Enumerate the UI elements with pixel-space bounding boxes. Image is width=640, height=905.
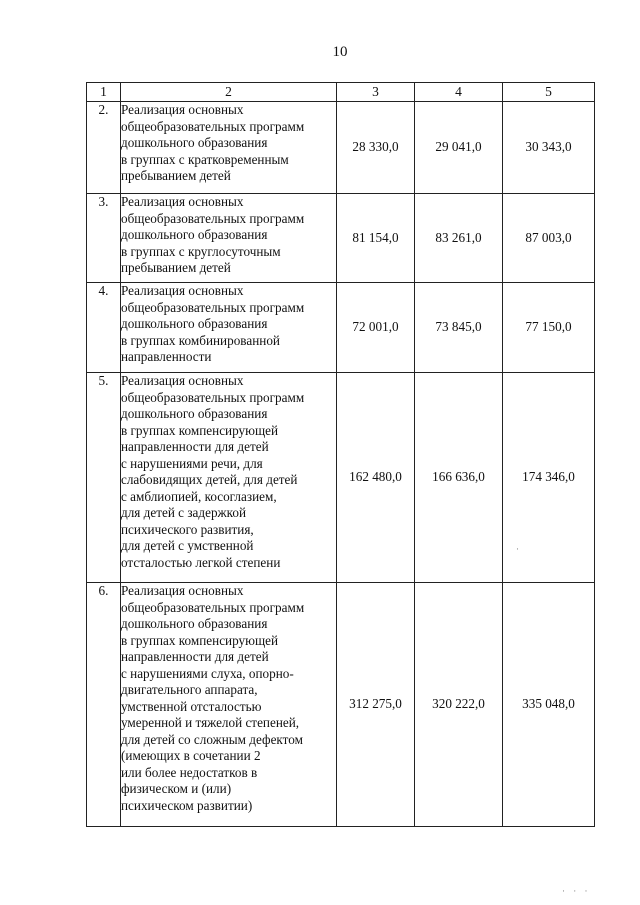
description-line: Реализация основных xyxy=(121,194,244,209)
value-col-5: 335 048,0 xyxy=(503,583,595,827)
description-line: общеобразовательных программ xyxy=(121,118,305,134)
row-number: 2. xyxy=(87,102,121,194)
value-col-5: 174 346,0 xyxy=(503,373,595,583)
description-line: для детей со сложным дефектом xyxy=(121,731,303,747)
description-line: дошкольного образования xyxy=(121,227,268,242)
value-col-4: 29 041,0 xyxy=(415,102,503,194)
description-line: направленности xyxy=(121,349,212,364)
page-number: 10 xyxy=(332,44,348,60)
row-number: 5. xyxy=(87,373,121,583)
table-row xyxy=(87,283,595,373)
column-header-2: 2 xyxy=(121,83,337,102)
value-col-5: 87 003,0 xyxy=(503,194,595,283)
description-line: Реализация основных xyxy=(121,373,244,388)
value-col-4: 320 222,0 xyxy=(415,583,503,827)
description-line: Реализация основных xyxy=(121,283,244,298)
description-line: физическом и (или) xyxy=(121,781,232,796)
description-line: с амблиопией, косоглазием, xyxy=(121,488,277,504)
value-col-5: 77 150,0 xyxy=(503,283,595,373)
row-description xyxy=(121,373,337,583)
description-line: в группах с кратковременным xyxy=(121,151,289,167)
value-col-3: 162 480,0 xyxy=(337,373,415,583)
row-description xyxy=(121,102,337,194)
value-col-3: 28 330,0 xyxy=(337,102,415,194)
description-line: дошкольного образования xyxy=(121,135,268,150)
table-row xyxy=(87,583,595,827)
description-line: слабовидящих детей, для детей xyxy=(121,472,298,487)
table-header-row xyxy=(87,83,595,102)
row-description xyxy=(121,583,337,827)
description-line: направленности для детей xyxy=(121,439,269,454)
budget-table xyxy=(86,82,595,827)
row-number: 3. xyxy=(87,194,121,283)
description-line: умеренной и тяжелой степеней, xyxy=(121,715,300,730)
value-col-4: 166 636,0 xyxy=(415,373,503,583)
scan-speck: · xyxy=(516,544,519,554)
description-line: в группах с круглосуточным xyxy=(121,243,281,259)
description-line: Реализация основных xyxy=(121,583,244,598)
description-line: психического развития, xyxy=(121,521,254,537)
description-line: дошкольного образования xyxy=(121,316,268,331)
description-line: или более недостатков в xyxy=(121,764,258,780)
column-header-5: 5 xyxy=(503,83,595,102)
scan-speck: · · · xyxy=(562,886,591,896)
column-header-3: 3 xyxy=(337,83,415,102)
table-row xyxy=(87,102,595,194)
row-description xyxy=(121,283,337,373)
row-number: 6. xyxy=(87,583,121,827)
row-description xyxy=(121,194,337,283)
description-line: дошкольного образования xyxy=(121,406,268,421)
value-col-4: 83 261,0 xyxy=(415,194,503,283)
column-header-4: 4 xyxy=(415,83,503,102)
description-line: (имеющих в сочетании 2 xyxy=(121,748,261,763)
description-line: в группах комбинированной xyxy=(121,332,280,348)
table-row xyxy=(87,194,595,283)
description-line: психическом развитии) xyxy=(121,797,253,813)
description-line: с нарушениями слуха, опорно- xyxy=(121,665,294,681)
value-col-4: 73 845,0 xyxy=(415,283,503,373)
description-line: общеобразовательных программ xyxy=(121,210,305,226)
description-line: с нарушениями речи, для xyxy=(121,455,263,471)
value-col-3: 72 001,0 xyxy=(337,283,415,373)
description-line: общеобразовательных программ xyxy=(121,599,305,615)
description-line: для детей с задержкой xyxy=(121,505,247,520)
description-line: направленности для детей xyxy=(121,649,269,664)
description-line: общеобразовательных программ xyxy=(121,389,305,405)
description-line: дошкольного образования xyxy=(121,616,268,631)
description-line: в группах компенсирующей xyxy=(121,632,279,648)
description-line: двигательного аппарата, xyxy=(121,682,258,697)
description-line: пребыванием детей xyxy=(121,260,231,275)
value-col-3: 312 275,0 xyxy=(337,583,415,827)
value-col-3: 81 154,0 xyxy=(337,194,415,283)
column-header-1: 1 xyxy=(87,83,121,102)
description-line: отсталостью легкой степени xyxy=(121,554,281,570)
value-col-5: 30 343,0 xyxy=(503,102,595,194)
description-line: для детей с умственной xyxy=(121,538,254,553)
description-line: общеобразовательных программ xyxy=(121,299,305,315)
description-line: Реализация основных xyxy=(121,102,244,117)
description-line: умственной отсталостью xyxy=(121,698,262,714)
description-line: в группах компенсирующей xyxy=(121,422,279,438)
description-line: пребыванием детей xyxy=(121,168,231,183)
row-number: 4. xyxy=(87,283,121,373)
